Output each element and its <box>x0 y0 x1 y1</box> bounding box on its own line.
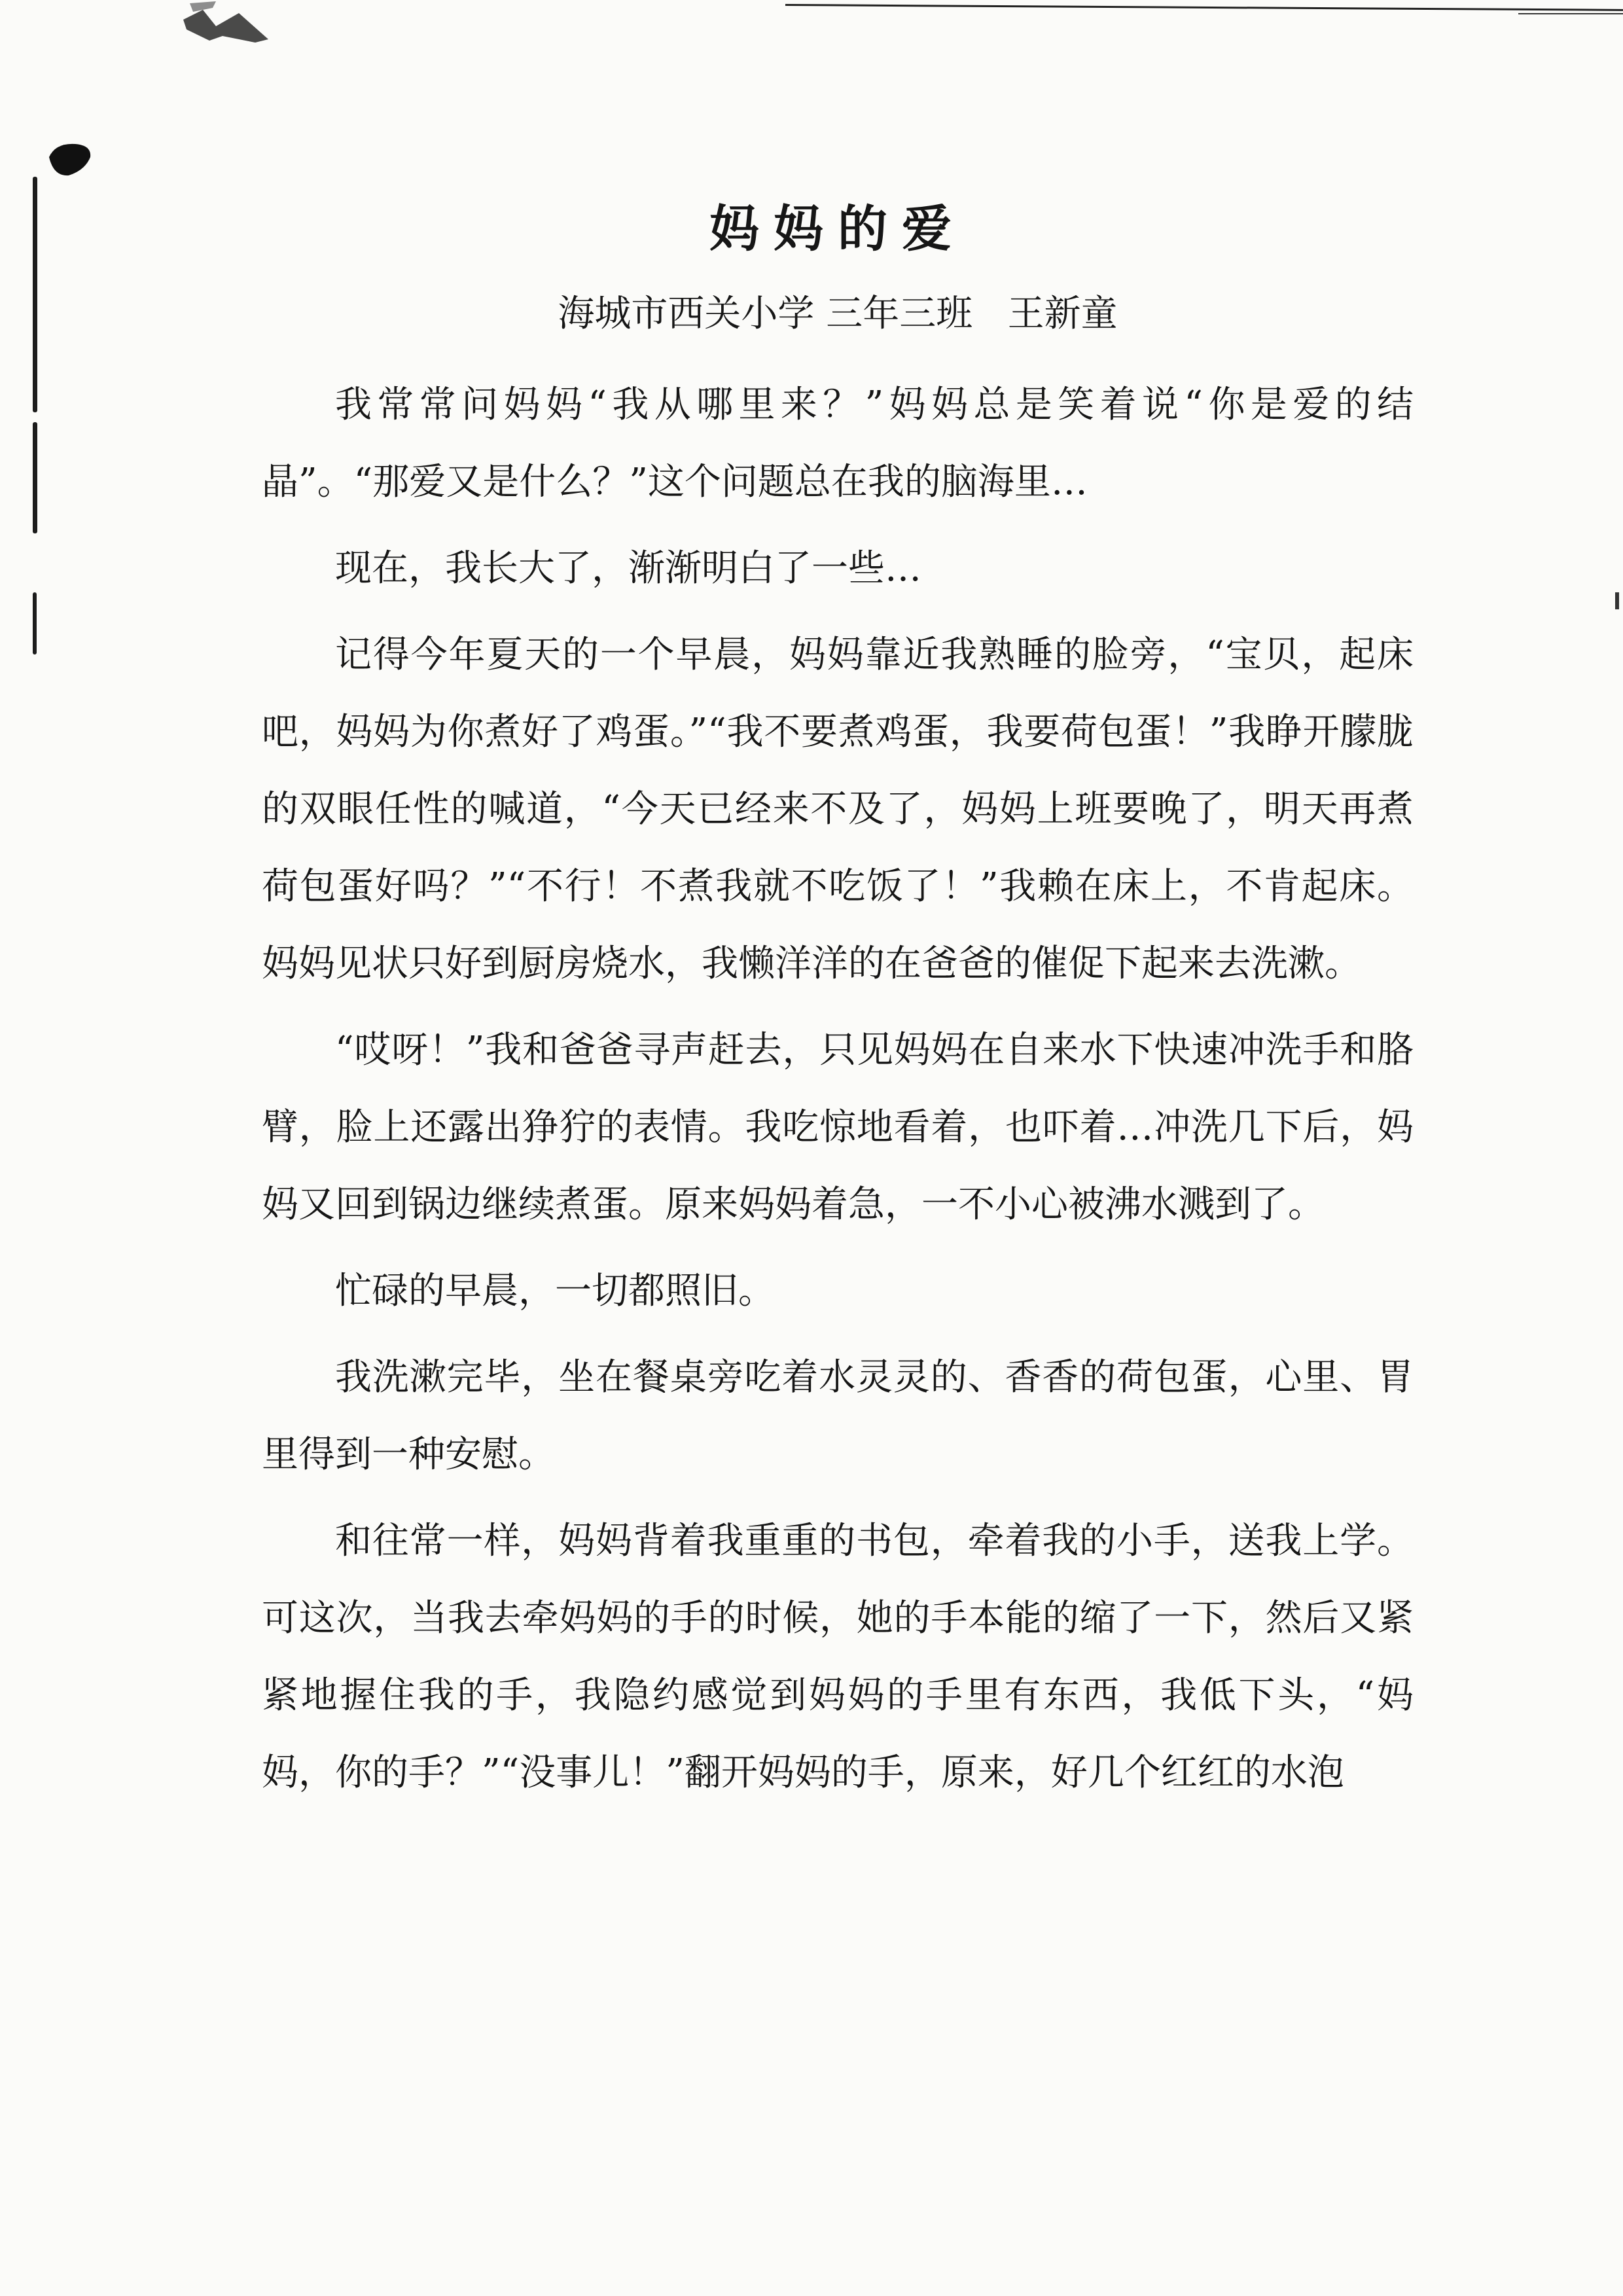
paragraph: 忙碌的早晨，一切都照旧。 <box>335 1270 775 1312</box>
paragraph: 我常常问妈妈“我从哪里来？”妈妈总是笑着说“你是爱的结晶”。“那爱又是什么？”这个问题总在我的脑海里… <box>262 384 1414 503</box>
essay-title: 妈妈的爱 <box>709 200 966 258</box>
scan-edge-mark <box>33 592 37 655</box>
scan-edge-mark <box>33 177 37 412</box>
scan-edge-line <box>1518 13 1623 14</box>
paragraph: 记得今年夏天的一个早晨，妈妈靠近我熟睡的脸旁，“宝贝，起床吧，妈妈为你煮好了鸡蛋。”“我不要煮鸡蛋，我要荷包蛋！”我睁开朦胧的双眼任性的喊道，“今天已经来不及了，妈妈上班要晚了，明天再煮荷包蛋好吗？”“不行！不煮我就不吃饭了！”我赖在床上，不肯起床。妈妈见状只好到厨房烧水，我懒洋洋的在爸爸的催促下起来去洗漱。 <box>262 634 1414 985</box>
scan-edge-mark <box>33 422 37 533</box>
scan-smudge <box>177 0 275 46</box>
essay-body <box>262 367 1414 1821</box>
scan-edge-line <box>785 4 1623 11</box>
paragraph: 和往常一样，妈妈背着我重重的书包，牵着我的小手，送我上学。可这次，当我去牵妈妈的手的时候，她的手本能的缩了一下，然后又紧紧地握住我的手，我隐约感觉到妈妈的手里有东西，我低下头，“妈妈，你的手？”“没事儿！”翻开妈妈的手，原来，好几个红红的水泡 <box>262 1520 1414 1794</box>
paragraph: “哎呀！”我和爸爸寻声赶去，只见妈妈在自来水下快速冲洗手和胳臂，脸上还露出狰狞的表情。我吃惊地看着，也吓着…冲洗几下后，妈妈又回到锅边继续煮蛋。原来妈妈着急，一不小心被沸水溅到了。 <box>262 1029 1414 1226</box>
paragraph: 现在，我长大了，渐渐明白了一些… <box>335 547 921 590</box>
paragraph: 我洗漱完毕，坐在餐桌旁吃着水灵灵的、香香的荷包蛋，心里、胃里得到一种安慰。 <box>262 1356 1414 1476</box>
author-byline: 海城市西关小学 三年三班 王新童 <box>558 293 1118 335</box>
scan-ink-blot <box>46 137 95 180</box>
scan-edge-mark <box>1615 592 1619 609</box>
